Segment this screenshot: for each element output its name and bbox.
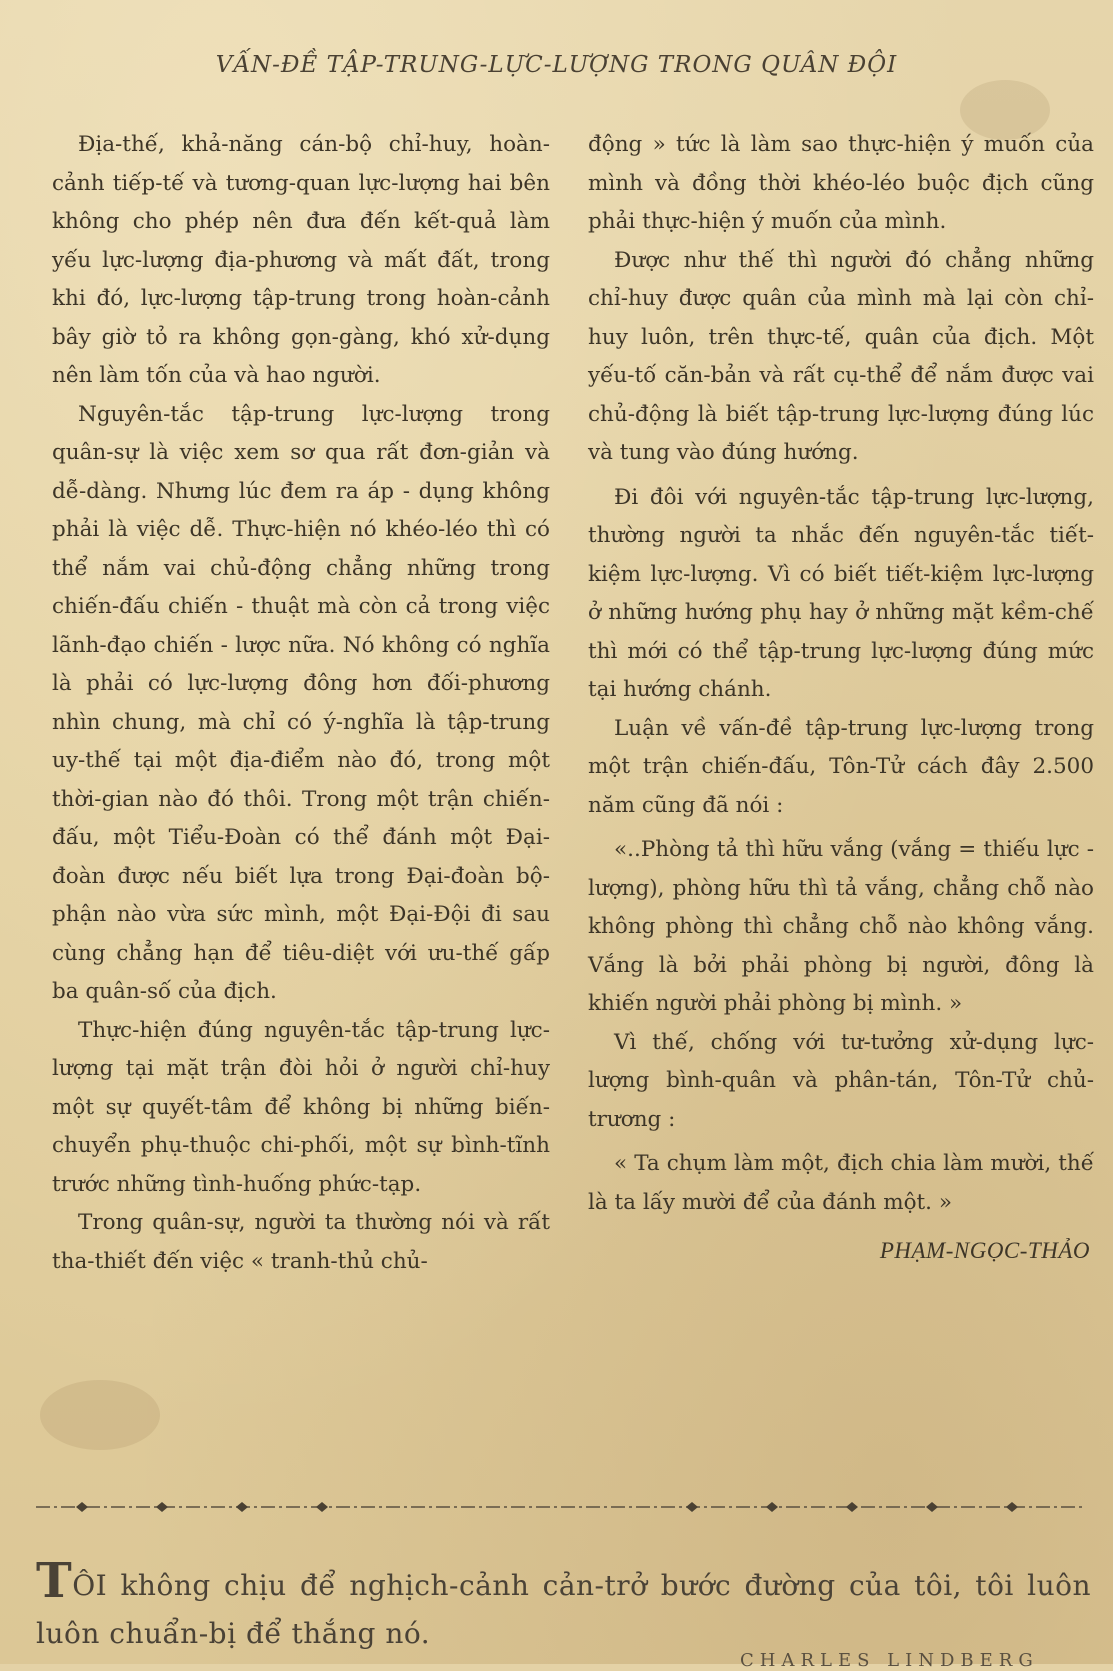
paragraph: Luận về vấn-đề tập-trung lực-lượng trong một trận chiến-đấu, Tôn-Tử cách đây 2.500 năm cũng đã nói : xyxy=(588,715,1094,818)
paragraph: Địa-thế, khả-năng cán-bộ chỉ-huy, hoàn-cảnh tiếp-tế và tương-quan lực-lượng hai bên không cho phép nên đưa đến kết-quả làm yếu lực-lượng địa-phương và mất đất, trong khi đó, lực-lượng tập-trung trong hoàn-cảnh bây giờ tỏ ra không gọn-gàng, khó xử-dụng nên làm tốn của và hao người. xyxy=(52,132,550,388)
left-column xyxy=(52,126,550,1281)
quote-author: CHARLES LINDBERG xyxy=(740,1650,1039,1671)
quote-text: ÔI không chịu để nghịch-cảnh cản-trở bước đường của tôi, tôi luôn luôn chuẩn-bị để thắng nó. xyxy=(36,1569,1091,1650)
running-title: VẤN-ĐỀ TẬP-TRUNG-LỰC-LƯỢNG TRONG QUÂN ĐỘI xyxy=(215,52,898,78)
author-signature: PHẠM-NGỌC-THẢO xyxy=(879,1238,1090,1263)
quotation: « Ta chụm làm một, địch chia làm mười, thế là ta lấy mười để của đánh một. » xyxy=(588,1151,1094,1215)
paragraph: Trong quân-sự, người ta thường nói và rất tha-thiết đến việc « tranh-thủ chủ- xyxy=(52,1210,550,1274)
ornamental-divider xyxy=(36,1500,1086,1514)
right-column xyxy=(588,126,1094,1271)
paragraph: Thực-hiện đúng nguyên-tắc tập-trung lực-lượng tại mặt trận đòi hỏi ở người chỉ-huy một sự quyết-tâm để không bị những biến-chuyển phụ-thuộc chi-phối, một sự bình-tĩnh trước những tình-huống phức-tạp. xyxy=(52,1017,550,1197)
drop-cap: T xyxy=(36,1553,73,1609)
paragraph-continuation: động » tức là làm sao thực-hiện ý muốn của mình và đồng thời khéo-léo buộc địch cũng phải thực-hiện ý muốn của mình. xyxy=(588,132,1094,234)
paragraph: Được như thế thì người đó chẳng những chỉ-huy được quân của mình mà lại còn chỉ-huy luôn, trên thực-tế, quân của địch. Một yếu-tố căn-bản và rất cụ-thể để nắm được vai chủ-động là biết tập-trung lực-lượng đúng lúc và tung vào đúng hướng. xyxy=(588,247,1094,465)
footer-quote xyxy=(36,1553,1091,1658)
paragraph: Nguyên-tắc tập-trung lực-lượng trong quân-sự là việc xem sơ qua rất đơn-giản và dễ-dàng. Nhưng lúc đem ra áp - dụng không phải là việc dễ. Thực-hiện nó khéo-léo thì có thể nắm vai chủ-động chẳng những trong chiến-đấu chiến - thuật mà còn cả trong việc lãnh-đạo chiến - lược nữa. Nó không có nghĩa là phải có lực-lượng đông hơn đối-phương nhìn chung, mà chỉ có ý-nghĩa là tập-trung uy-thế tại một địa-điểm nào đó, trong một thời-gian nào đó thôi. Trong một trận chiến-đấu, một Tiểu-Đoàn có thể đánh một Đại-đoàn được nếu biết lựa trong Đại-đoàn bộ-phận nào vừa sức mình, một Đại-Đội đi sau cùng chẳng hạn để tiêu-diệt với ưu-thế gấp ba quân-số của địch. xyxy=(52,401,550,1004)
paper-stain xyxy=(40,1380,160,1450)
quotation: «..Phòng tả thì hữu vắng (vắng = thiếu lực - lượng), phòng hữu thì tả vắng, chẳng chỗ nào không phòng thì chẳng chỗ nào không vắng. Vắng là bởi phải phòng bị người, đông là khiến người phải phòng bị mình. » xyxy=(588,837,1094,1016)
paragraph: Vì thế, chống với tư-tưởng xử-dụng lực-lượng bình-quân và phân-tán, Tôn-Tử chủ-trương : xyxy=(588,1029,1094,1132)
paragraph: Đi đôi với nguyên-tắc tập-trung lực-lượng, thường người ta nhắc đến nguyên-tắc tiết-kiệm lực-lượng. Vì có biết tiết-kiệm lực-lượng ở những hướng phụ hay ở những mặt kềm-chế thì mới có thể tập-trung lực-lượng đúng mức tại hướng chánh. xyxy=(588,484,1094,702)
